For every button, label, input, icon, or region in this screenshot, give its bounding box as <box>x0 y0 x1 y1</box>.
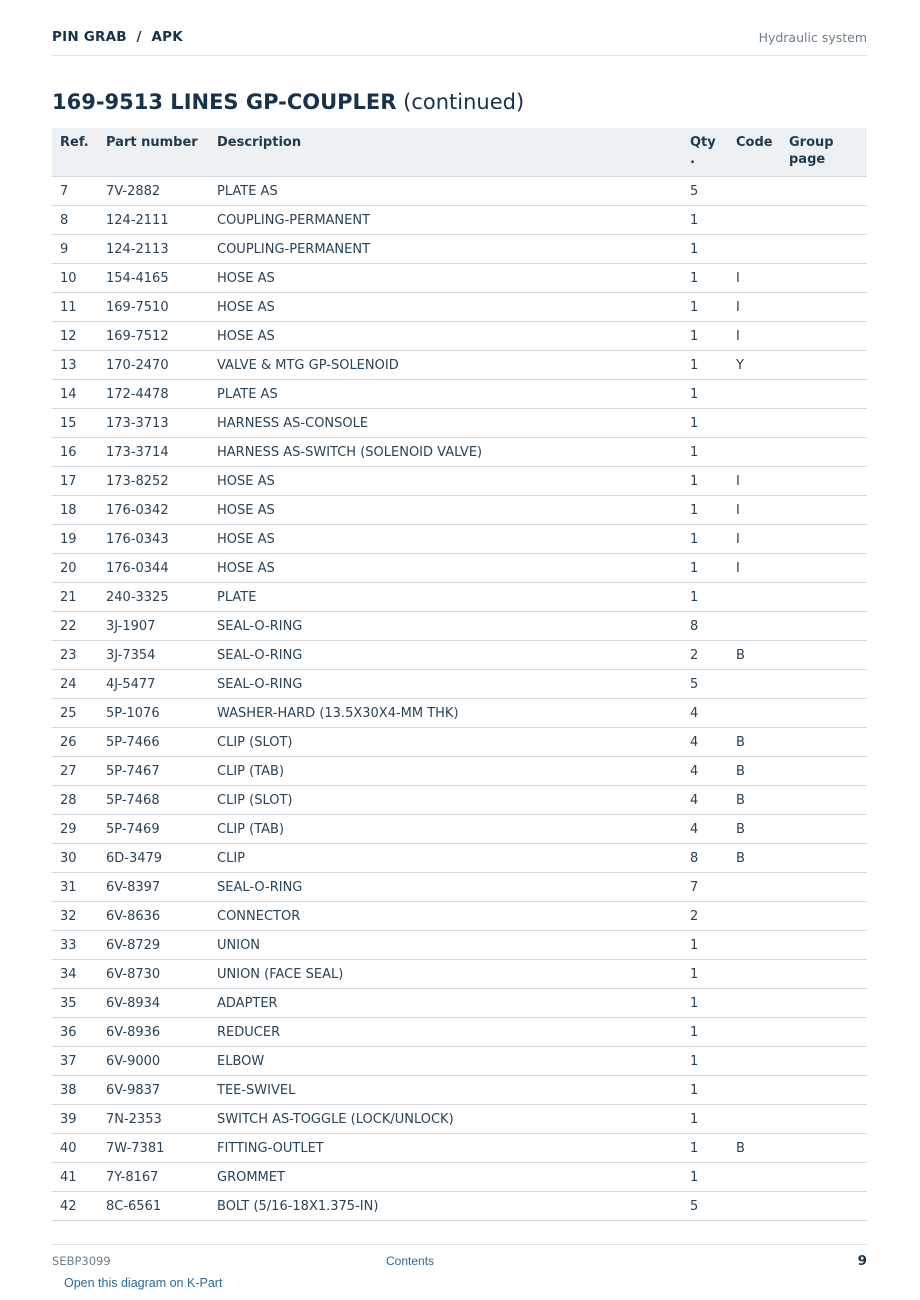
cell-qty: 2 <box>690 902 736 931</box>
cell-part-number: 176-0344 <box>106 554 217 583</box>
cell-description: SEAL-O-RING <box>217 612 690 641</box>
cell-part-number: 8C-6561 <box>106 1192 217 1221</box>
cell-part-number: 5P-7467 <box>106 757 217 786</box>
cell-group-page <box>789 757 867 786</box>
cell-description: COUPLING-PERMANENT <box>217 206 690 235</box>
table-row <box>52 757 867 786</box>
cell-group-page <box>789 1163 867 1192</box>
cell-part-number: 7W-7381 <box>106 1134 217 1163</box>
cell-qty: 1 <box>690 235 736 264</box>
cell-qty: 1 <box>690 931 736 960</box>
cell-part-number: 7N-2353 <box>106 1105 217 1134</box>
cell-description: HOSE AS <box>217 525 690 554</box>
table-header-row <box>52 128 867 177</box>
cell-group-page <box>789 641 867 670</box>
cell-ref: 11 <box>52 293 106 322</box>
cell-ref: 28 <box>52 786 106 815</box>
brand-title: PIN GRAB / APK <box>52 29 183 45</box>
cell-qty: 1 <box>690 989 736 1018</box>
cell-group-page <box>789 989 867 1018</box>
cell-ref: 8 <box>52 206 106 235</box>
cell-qty: 1 <box>690 1018 736 1047</box>
cell-code <box>736 1163 789 1192</box>
cell-description: ELBOW <box>217 1047 690 1076</box>
cell-ref: 41 <box>52 1163 106 1192</box>
cell-part-number: 6V-8397 <box>106 873 217 902</box>
cell-ref: 21 <box>52 583 106 612</box>
cell-code: B <box>736 757 789 786</box>
cell-code: I <box>736 525 789 554</box>
cell-code <box>736 699 789 728</box>
cell-part-number: 6V-8730 <box>106 960 217 989</box>
table-row <box>52 670 867 699</box>
cell-code <box>736 380 789 409</box>
cell-qty: 1 <box>690 960 736 989</box>
table-row <box>52 525 867 554</box>
cell-qty: 1 <box>690 1047 736 1076</box>
table-row <box>52 293 867 322</box>
cell-code: I <box>736 293 789 322</box>
cell-code: I <box>736 554 789 583</box>
cell-code: I <box>736 467 789 496</box>
cell-qty: 1 <box>690 380 736 409</box>
cell-description: HOSE AS <box>217 554 690 583</box>
cell-group-page <box>789 438 867 467</box>
cell-ref: 29 <box>52 815 106 844</box>
cell-code <box>736 583 789 612</box>
cell-description: PLATE AS <box>217 177 690 206</box>
cell-description: PLATE <box>217 583 690 612</box>
cell-qty: 1 <box>690 293 736 322</box>
table-row <box>52 554 867 583</box>
cell-group-page <box>789 235 867 264</box>
cell-qty: 4 <box>690 786 736 815</box>
cell-code <box>736 409 789 438</box>
cell-description: HOSE AS <box>217 467 690 496</box>
cell-ref: 25 <box>52 699 106 728</box>
table-row <box>52 438 867 467</box>
cell-part-number: 6D-3479 <box>106 844 217 873</box>
cell-part-number: 6V-9000 <box>106 1047 217 1076</box>
cell-part-number: 124-2113 <box>106 235 217 264</box>
cell-description: VALVE & MTG GP-SOLENOID <box>217 351 690 380</box>
cell-ref: 19 <box>52 525 106 554</box>
cell-group-page <box>789 612 867 641</box>
cell-group-page <box>789 1047 867 1076</box>
cell-description: CONNECTOR <box>217 902 690 931</box>
cell-ref: 32 <box>52 902 106 931</box>
cell-description: FITTING-OUTLET <box>217 1134 690 1163</box>
cell-part-number: 3J-1907 <box>106 612 217 641</box>
contents-link[interactable]: Contents <box>386 1254 435 1268</box>
table-row <box>52 1134 867 1163</box>
cell-group-page <box>789 409 867 438</box>
table-row <box>52 1163 867 1192</box>
cell-group-page <box>789 322 867 351</box>
table-row <box>52 264 867 293</box>
page-title <box>52 90 524 114</box>
cell-description: UNION <box>217 931 690 960</box>
table-row <box>52 1047 867 1076</box>
cell-qty: 1 <box>690 1134 736 1163</box>
cell-description: HARNESS AS-SWITCH (SOLENOID VALVE) <box>217 438 690 467</box>
cell-qty: 1 <box>690 438 736 467</box>
cell-qty: 8 <box>690 612 736 641</box>
page-footer <box>52 1244 867 1275</box>
cell-part-number: 169-7510 <box>106 293 217 322</box>
cell-part-number: 176-0342 <box>106 496 217 525</box>
cell-part-number: 7Y-8167 <box>106 1163 217 1192</box>
cell-group-page <box>789 931 867 960</box>
col-code: Code <box>736 128 789 177</box>
table-row <box>52 583 867 612</box>
cell-part-number: 240-3325 <box>106 583 217 612</box>
cell-ref: 23 <box>52 641 106 670</box>
cell-part-number: 173-3713 <box>106 409 217 438</box>
cell-ref: 36 <box>52 1018 106 1047</box>
document-number: SEBP3099 <box>52 1254 111 1268</box>
cell-group-page <box>789 844 867 873</box>
cell-group-page <box>789 786 867 815</box>
cell-code <box>736 235 789 264</box>
cell-description: SEAL-O-RING <box>217 873 690 902</box>
table-row <box>52 699 867 728</box>
cell-code <box>736 670 789 699</box>
cell-ref: 33 <box>52 931 106 960</box>
cell-code <box>736 960 789 989</box>
table-row <box>52 728 867 757</box>
cell-ref: 15 <box>52 409 106 438</box>
title-continued: (continued) <box>396 90 525 114</box>
cell-part-number: 7V-2882 <box>106 177 217 206</box>
cell-qty: 2 <box>690 641 736 670</box>
cell-ref: 38 <box>52 1076 106 1105</box>
cell-qty: 1 <box>690 206 736 235</box>
table-row <box>52 931 867 960</box>
cell-qty: 1 <box>690 554 736 583</box>
cell-ref: 16 <box>52 438 106 467</box>
cell-group-page <box>789 206 867 235</box>
cell-description: HOSE AS <box>217 496 690 525</box>
cell-part-number: 169-7512 <box>106 322 217 351</box>
col-qty <box>690 128 736 177</box>
cell-ref: 27 <box>52 757 106 786</box>
col-description: Description <box>217 128 690 177</box>
cell-ref: 10 <box>52 264 106 293</box>
cell-part-number: 176-0343 <box>106 525 217 554</box>
cell-ref: 20 <box>52 554 106 583</box>
cell-description: CLIP (SLOT) <box>217 786 690 815</box>
cell-qty: 1 <box>690 1076 736 1105</box>
cell-qty: 4 <box>690 815 736 844</box>
cell-ref: 7 <box>52 177 106 206</box>
cell-description: REDUCER <box>217 1018 690 1047</box>
page-number: 9 <box>857 1253 867 1269</box>
table-row <box>52 641 867 670</box>
cell-group-page <box>789 496 867 525</box>
cell-description: HOSE AS <box>217 322 690 351</box>
table-row <box>52 206 867 235</box>
cell-qty: 4 <box>690 757 736 786</box>
cell-ref: 17 <box>52 467 106 496</box>
cell-part-number: 6V-8729 <box>106 931 217 960</box>
cell-code <box>736 1047 789 1076</box>
cell-qty: 8 <box>690 844 736 873</box>
cell-group-page <box>789 583 867 612</box>
cell-description: HARNESS AS-CONSOLE <box>217 409 690 438</box>
cell-ref: 12 <box>52 322 106 351</box>
cell-part-number: 170-2470 <box>106 351 217 380</box>
cell-qty: 1 <box>690 351 736 380</box>
cell-group-page <box>789 380 867 409</box>
cell-part-number: 5P-1076 <box>106 699 217 728</box>
cell-code <box>736 873 789 902</box>
cell-ref: 31 <box>52 873 106 902</box>
cell-qty: 1 <box>690 1163 736 1192</box>
cell-code: I <box>736 496 789 525</box>
table-row <box>52 177 867 206</box>
cell-part-number: 173-8252 <box>106 467 217 496</box>
cell-code <box>736 1192 789 1221</box>
col-group-page-label: Group page <box>789 135 834 167</box>
cell-ref: 42 <box>52 1192 106 1221</box>
cell-code <box>736 989 789 1018</box>
cell-code <box>736 1018 789 1047</box>
cell-group-page <box>789 1192 867 1221</box>
cell-qty: 5 <box>690 1192 736 1221</box>
cell-code <box>736 612 789 641</box>
table-row <box>52 815 867 844</box>
cell-group-page <box>789 293 867 322</box>
table-row <box>52 960 867 989</box>
cell-ref: 18 <box>52 496 106 525</box>
cell-part-number: 154-4165 <box>106 264 217 293</box>
cell-code: I <box>736 322 789 351</box>
cell-ref: 22 <box>52 612 106 641</box>
table-row <box>52 902 867 931</box>
cell-group-page <box>789 699 867 728</box>
cell-part-number: 124-2111 <box>106 206 217 235</box>
cell-group-page <box>789 873 867 902</box>
cell-group-page <box>789 1018 867 1047</box>
cell-code <box>736 206 789 235</box>
col-qty-label: Qty . <box>690 135 716 167</box>
cell-part-number: 6V-8936 <box>106 1018 217 1047</box>
cell-ref: 37 <box>52 1047 106 1076</box>
cell-qty: 1 <box>690 583 736 612</box>
cell-description: COUPLING-PERMANENT <box>217 235 690 264</box>
table-row <box>52 786 867 815</box>
cell-group-page <box>789 815 867 844</box>
cell-code <box>736 1105 789 1134</box>
cell-group-page <box>789 1076 867 1105</box>
cell-description: SWITCH AS-TOGGLE (LOCK/UNLOCK) <box>217 1105 690 1134</box>
cell-qty: 1 <box>690 409 736 438</box>
table-row <box>52 612 867 641</box>
cell-qty: 1 <box>690 1105 736 1134</box>
cell-part-number: 5P-7469 <box>106 815 217 844</box>
cell-description: BOLT (5/16-18X1.375-IN) <box>217 1192 690 1221</box>
cell-ref: 24 <box>52 670 106 699</box>
cell-code <box>736 438 789 467</box>
cell-group-page <box>789 177 867 206</box>
cell-qty: 4 <box>690 728 736 757</box>
cell-code: B <box>736 844 789 873</box>
cell-code <box>736 1076 789 1105</box>
table-row <box>52 1192 867 1221</box>
cell-part-number: 6V-8934 <box>106 989 217 1018</box>
cell-code: Y <box>736 351 789 380</box>
cell-ref: 35 <box>52 989 106 1018</box>
cell-code <box>736 902 789 931</box>
cell-part-number: 5P-7466 <box>106 728 217 757</box>
cell-group-page <box>789 670 867 699</box>
cell-part-number: 5P-7468 <box>106 786 217 815</box>
table-row <box>52 496 867 525</box>
cell-description: SEAL-O-RING <box>217 641 690 670</box>
cell-part-number: 6V-9837 <box>106 1076 217 1105</box>
cell-description: GROMMET <box>217 1163 690 1192</box>
cell-code: B <box>736 815 789 844</box>
cell-group-page <box>789 1105 867 1134</box>
cell-part-number: 3J-7354 <box>106 641 217 670</box>
cell-group-page <box>789 1134 867 1163</box>
cell-description: UNION (FACE SEAL) <box>217 960 690 989</box>
cell-ref: 9 <box>52 235 106 264</box>
col-ref: Ref. <box>52 128 106 177</box>
cell-code <box>736 931 789 960</box>
cell-description: CLIP (TAB) <box>217 757 690 786</box>
cell-description: PLATE AS <box>217 380 690 409</box>
cell-qty: 5 <box>690 177 736 206</box>
table-row <box>52 467 867 496</box>
cell-part-number: 173-3714 <box>106 438 217 467</box>
cell-code: I <box>736 264 789 293</box>
cell-group-page <box>789 525 867 554</box>
table-row <box>52 873 867 902</box>
cell-description: CLIP <box>217 844 690 873</box>
cell-qty: 1 <box>690 525 736 554</box>
cell-code: B <box>736 1134 789 1163</box>
cell-description: WASHER-HARD (13.5X30X4-MM THK) <box>217 699 690 728</box>
col-part-number: Part number <box>106 128 217 177</box>
cell-part-number: 4J-5477 <box>106 670 217 699</box>
table-row <box>52 1076 867 1105</box>
cell-description: SEAL-O-RING <box>217 670 690 699</box>
section-name: Hydraulic system <box>758 30 867 45</box>
cell-description: CLIP (TAB) <box>217 815 690 844</box>
cell-ref: 39 <box>52 1105 106 1134</box>
table-row <box>52 409 867 438</box>
page-header <box>52 29 867 56</box>
cell-qty: 5 <box>690 670 736 699</box>
cell-group-page <box>789 728 867 757</box>
cell-ref: 14 <box>52 380 106 409</box>
cell-ref: 26 <box>52 728 106 757</box>
cell-ref: 13 <box>52 351 106 380</box>
cell-code: B <box>736 728 789 757</box>
kpart-link[interactable]: Open this diagram on K-Part <box>64 1276 223 1290</box>
cell-qty: 4 <box>690 699 736 728</box>
parts-table <box>52 128 867 1221</box>
cell-code: B <box>736 641 789 670</box>
cell-description: HOSE AS <box>217 264 690 293</box>
cell-qty: 1 <box>690 496 736 525</box>
cell-ref: 34 <box>52 960 106 989</box>
cell-description: CLIP (SLOT) <box>217 728 690 757</box>
cell-group-page <box>789 554 867 583</box>
cell-qty: 7 <box>690 873 736 902</box>
table-row <box>52 351 867 380</box>
cell-ref: 40 <box>52 1134 106 1163</box>
cell-group-page <box>789 902 867 931</box>
cell-qty: 1 <box>690 322 736 351</box>
col-group-page <box>789 128 867 177</box>
cell-ref: 30 <box>52 844 106 873</box>
title-main: 169-9513 LINES GP-COUPLER <box>52 90 397 114</box>
cell-part-number: 6V-8636 <box>106 902 217 931</box>
cell-qty: 1 <box>690 467 736 496</box>
cell-description: HOSE AS <box>217 293 690 322</box>
table-row <box>52 1105 867 1134</box>
cell-description: TEE-SWIVEL <box>217 1076 690 1105</box>
cell-code: B <box>736 786 789 815</box>
cell-code <box>736 177 789 206</box>
table-row <box>52 322 867 351</box>
cell-group-page <box>789 351 867 380</box>
cell-group-page <box>789 960 867 989</box>
table-row <box>52 380 867 409</box>
cell-part-number: 172-4478 <box>106 380 217 409</box>
table-row <box>52 235 867 264</box>
cell-group-page <box>789 264 867 293</box>
cell-group-page <box>789 467 867 496</box>
cell-qty: 1 <box>690 264 736 293</box>
cell-description: ADAPTER <box>217 989 690 1018</box>
table-row <box>52 1018 867 1047</box>
table-row <box>52 844 867 873</box>
table-row <box>52 989 867 1018</box>
